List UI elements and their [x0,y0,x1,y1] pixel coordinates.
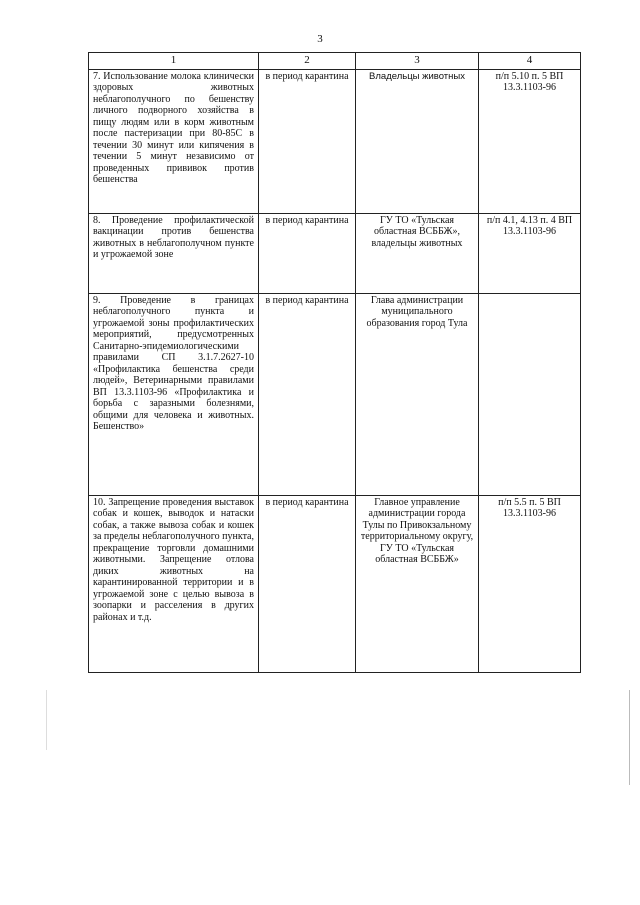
measure-cell: 10. Запрещение проведения выставок собак и кошек, выводок и натаски собак, а также вывоза собак и кошек за пределы неблагополучного пункта, прекращение торговли домашними животными. Запрещение отлова диких животных на карантинированной территории и в угрожаемой зоне с целью вывоза в зоопарки и расселения в других районах и т.д. [89,495,259,672]
page-number: 3 [317,33,323,45]
term-cell: в период карантина [259,293,356,495]
column-header-4: 4 [479,53,581,70]
scan-margin-line [629,690,630,785]
column-header-2: 2 [259,53,356,70]
responsible-cell: Глава администрации муниципального образования город Тула [356,293,479,495]
basis-cell: п/п 5.5 п. 5 ВП 13.3.1103-96 [479,495,581,672]
measure-cell: 8. Проведение профилактической вакцинации против бешенства животных в неблагополучном пункте и угрожаемой зоне [89,213,259,293]
table-header-row [89,53,581,70]
responsible-text: Владельцы животных [369,70,465,82]
term-cell: в период карантина [259,213,356,293]
responsible-cell: ГУ ТО «Тульская областная ВСББЖ», владельцы животных [356,213,479,293]
table-row [89,293,581,495]
table-row [89,213,581,293]
basis-cell: п/п 4.1, 4.13 п. 4 ВП 13.3.1103-96 [479,213,581,293]
scan-margin-line [46,690,47,750]
responsible-cell: Главное управление администрации города Тулы по Привокзальному территориальному округу, ГУ ТО «Тульская областная ВСББЖ» [356,495,479,672]
term-cell: в период карантина [259,69,356,213]
table-row [89,69,581,213]
responsible-cell [356,69,479,213]
table-row [89,495,581,672]
basis-cell: п/п 5.10 п. 5 ВП 13.3.1103-96 [479,69,581,213]
column-header-1: 1 [89,53,259,70]
measure-cell: 7. Использование молока клинически здоровых животных неблагополучного по бешенству личного подворного хозяйства в пищу людям или в корм животным после пастеризации при 80-85С в течении 30 минут или кипячения в течении 5 минут независимо от проведенных прививок против бешенства [89,69,259,213]
column-header-3: 3 [356,53,479,70]
measures-table [88,52,581,673]
measure-cell: 9. Проведение в границах неблагополучного пункта и угрожаемой зоны профилактических мероприятий, предусмотренных Санитарно-эпидемиологическими правилами СП 3.1.7.2627-10 «Профилактика бешенства среди людей», Ветеринарными правилами ВП 13.3.1103-96 «Профилактика и борьба с заразными болезнями, общими для человека и животных. Бешенство» [89,293,259,495]
term-cell: в период карантина [259,495,356,672]
basis-cell [479,293,581,495]
